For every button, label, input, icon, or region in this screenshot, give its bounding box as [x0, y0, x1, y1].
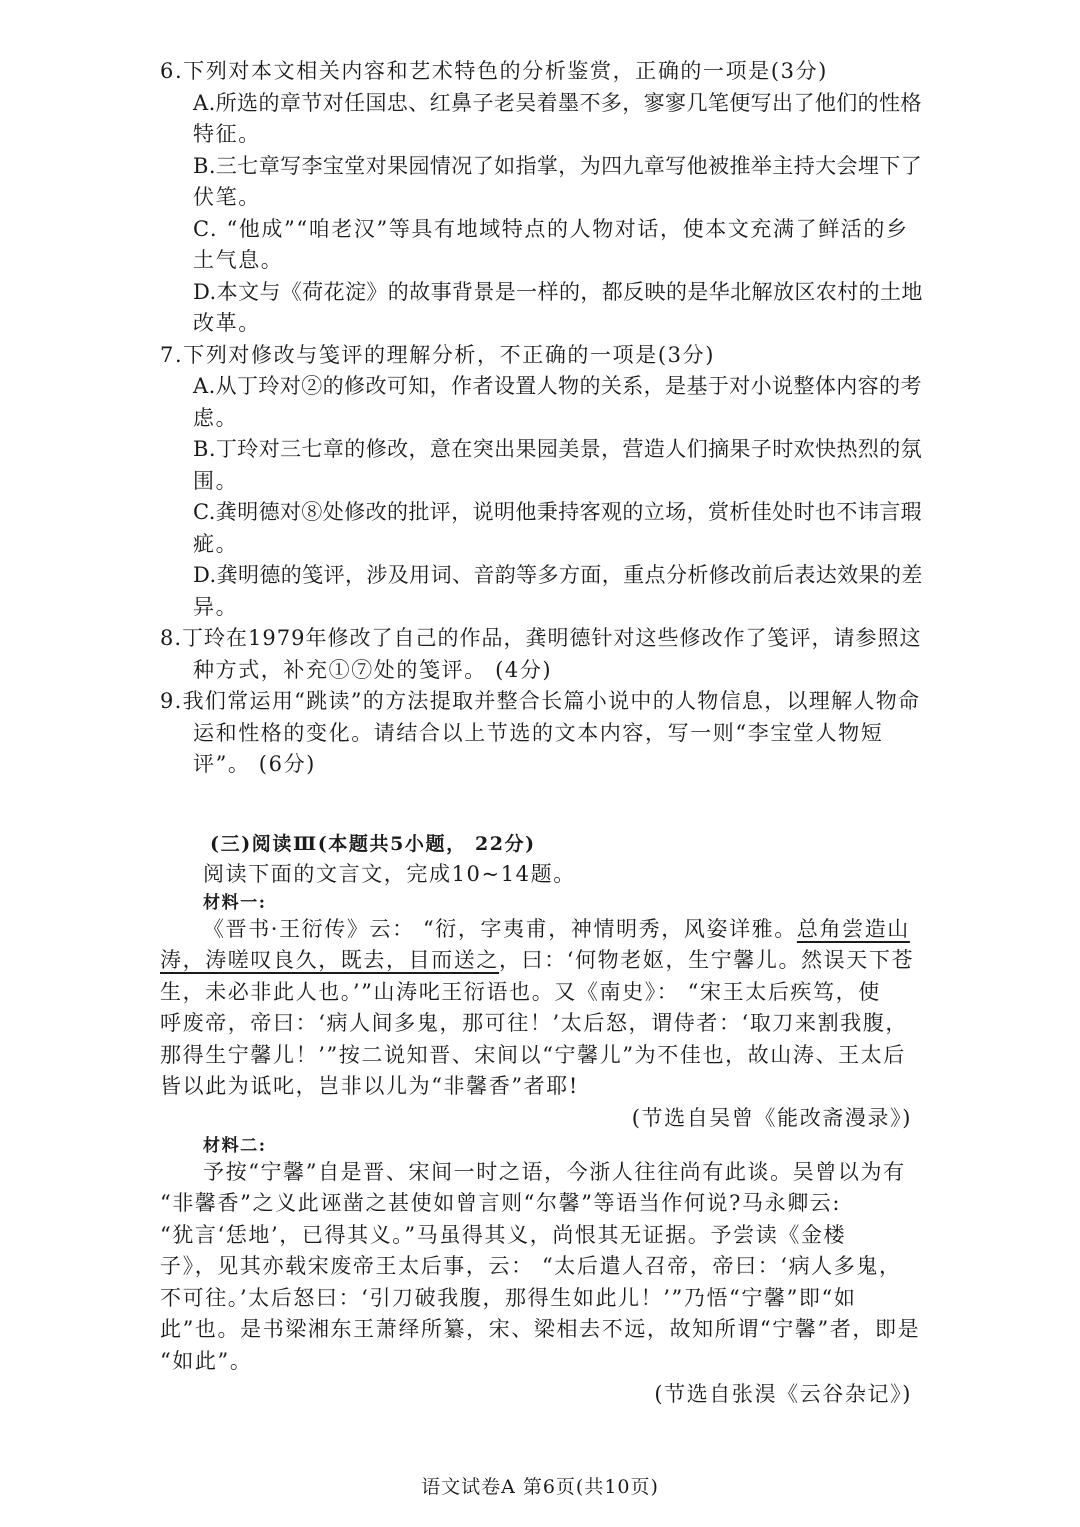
material-1-text: 《晋书·王衍传》云： “衍，字夷甫，神情明秀，风姿详雅。 — [203, 917, 797, 941]
material-2-line-1: 予按“宁馨”自是晋、宋间一时之语，今浙人往往尚有此谈。吴曾以为有 — [203, 1160, 906, 1184]
question-6-option-c: C. “他成”“咱老汉”等具有地域特点的人物对话，使本文充满了鲜活的乡 — [193, 217, 909, 241]
material-1-line-6: 皆以此为诋叱，岂非以儿为“非馨香”者耶! — [160, 1074, 579, 1098]
section-instruction: 阅读下面的文言文，完成10~14题。 — [203, 862, 576, 886]
material-1-line-5: 那得生宁馨儿！’”按二说知晋、宋间以“宁馨儿”为不佳也，故山涛、王太后 — [160, 1043, 906, 1067]
material-2-line-4: 子》，见其亦载宋废帝王太后事，云： “太后遣人召帝，帝曰：‘病人多鬼， — [160, 1254, 902, 1278]
material-2-source: (节选自张淏《云谷杂记》) — [654, 1382, 912, 1406]
material-2-line-2: “非馨香”之义此诬凿之甚使如曾言则“尔馨”等语当作何说?马永卿云: — [160, 1191, 842, 1215]
question-7-option-b-cont: 围。 — [193, 469, 239, 493]
question-9-stem-cont-1: 运和性格的变化。请结合以上节选的文本内容，写一则“李宝堂人物短 — [193, 721, 884, 745]
material-2-line-5: 不可往。’太后怒曰：‘引刀破我腹，那得生如此儿！’”乃悟“宁馨”即“如 — [160, 1286, 857, 1310]
question-6-stem: 6.下列对本文相关内容和艺术特色的分析鉴赏，正确的一项是(3分) — [160, 59, 828, 83]
section-heading: (三)阅读Ⅲ(本题共5小题， 22分) — [210, 833, 536, 855]
question-9-stem: 9.我们常运用“跳读”的方法提取并整合长篇小说中的人物信息，以理解人物命 — [160, 689, 921, 713]
question-7-option-a: A.从丁玲对②的修改可知，作者设置人物的关系，是基于对小说整体内容的考 — [193, 374, 922, 398]
question-6-option-c-cont: 土气息。 — [193, 248, 284, 272]
material-1-underlined-text-cont: 涛，涛嗟叹良久，既去，目而送之 — [160, 948, 499, 972]
question-9-stem-cont-2: 评”。 (6分) — [193, 752, 316, 776]
question-8-stem: 8.丁玲在1979年修改了自己的作品，龚明德针对这些修改作了笺评，请参照这 — [160, 626, 922, 650]
question-7-option-c: C.龚明德对⑧处修改的批评，说明他秉持客观的立场，赏析佳处时也不讳言瑕 — [193, 500, 922, 524]
material-1-line-1 — [203, 914, 910, 944]
question-7-option-d: D.龚明德的笺评，涉及用词、音韵等多方面，重点分析修改前后表达效果的差 — [193, 563, 923, 587]
question-7-option-c-cont: 疵。 — [193, 532, 239, 556]
material-1-underlined-text: 总角尝造山 — [796, 917, 910, 941]
question-6-option-b: B.三七章写李宝堂对果园情况了如指掌，为四九章写他被推举主持大会埋下了 — [193, 154, 923, 178]
material-1-text-cont: ，曰：‘何物老妪，生宁馨儿。然误天下苍 — [499, 948, 915, 972]
material-2-line-6: 此”也。是书梁湘东王萧绎所纂，宋、梁相去不远，故知所谓“宁馨”者，即是 — [160, 1317, 921, 1341]
page-footer: 语文试卷A 第6页(共10页) — [421, 1476, 659, 1498]
question-6-option-a-cont: 特征。 — [193, 122, 261, 146]
question-6-option-d-cont: 改革。 — [193, 311, 261, 335]
question-6-option-a: A.所选的章节对任国忠、红鼻子老吴着墨不多，寥寥几笔便写出了他们的性格 — [193, 91, 922, 115]
question-8-stem-cont: 种方式，补充①⑦处的笺评。 (4分) — [193, 658, 553, 682]
question-7-option-b: B.丁玲对三七章的修改，意在突出果园美景，营造人们摘果子时欢快热烈的氛 — [193, 437, 923, 461]
material-1-source: (节选自吴曾《能改斋漫录》) — [631, 1106, 912, 1130]
material-1-label: 材料一: — [203, 893, 267, 913]
material-1-line-4: 呼废帝，帝曰：‘病人间多鬼，那可往！’太后怒，谓侍者：‘取刀来割我腹， — [160, 1011, 909, 1035]
material-1-line-2 — [160, 945, 914, 975]
material-2-line-3: “犹言‘恁地’，已得其义。”马虽得其义，尚恨其无证据。予尝读《金楼 — [160, 1223, 847, 1247]
question-7-stem: 7.下列对修改与笺评的理解分析，不正确的一项是(3分) — [160, 343, 715, 367]
material-2-label: 材料二: — [203, 1136, 267, 1156]
question-6-option-b-cont: 伏笔。 — [193, 185, 261, 209]
question-6-option-d: D.本文与《荷花淀》的故事背景是一样的，都反映的是华北解放区农村的土地 — [193, 280, 923, 304]
question-7-option-d-cont: 异。 — [193, 595, 239, 619]
material-2-line-7: “如此”。 — [160, 1349, 253, 1373]
question-7-option-a-cont: 虑。 — [193, 406, 239, 430]
material-1-line-3: 生，未必非此人也。’”山涛叱王衍语也。又《南史》： “宋王太后疾笃，使 — [160, 980, 881, 1004]
